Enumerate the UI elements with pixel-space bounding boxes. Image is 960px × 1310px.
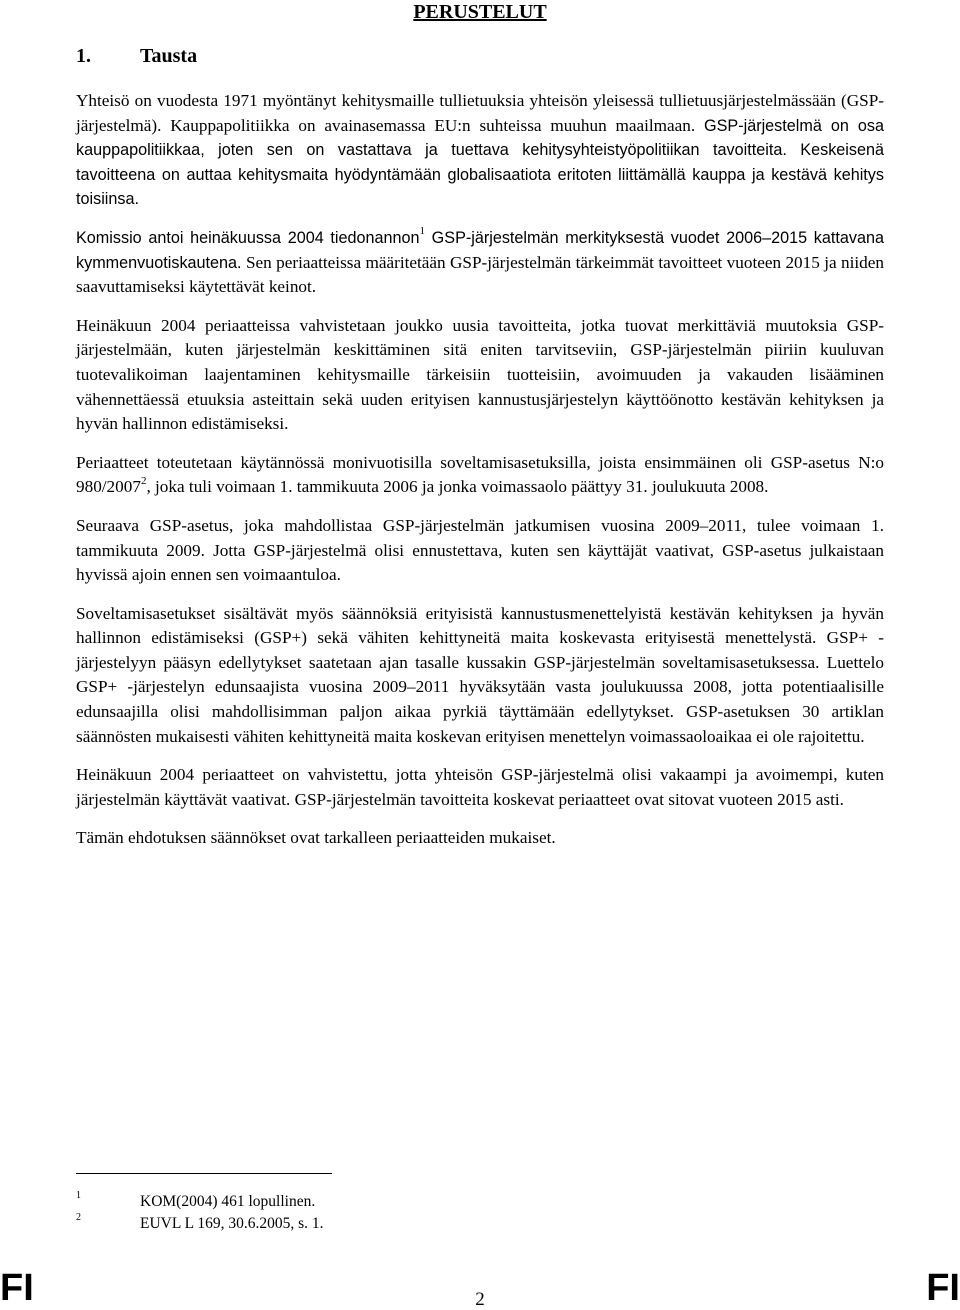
paragraph-6 xyxy=(76,602,884,750)
paragraph-text: GSP-järjestelmä on osa kauppapolitiikkaa, joten sen on vastattava ja tuettava kehitysyhteistyöpolitiikan tavoitteita. Keskeisenä tavoitteena on auttaa kehitysmaita hyödyntämään globalisaatiota eritoten liittämällä kauppa ja kestävä kehitys toisiinsa. xyxy=(76,116,884,209)
footnote-text: EUVL L 169, 30.6.2005, s. 1. xyxy=(140,1215,324,1232)
footnote-number: 2 xyxy=(76,1212,81,1223)
paragraph-3 xyxy=(76,314,884,437)
footnote-reference: 2 xyxy=(140,474,147,487)
footnotes xyxy=(76,1191,776,1235)
section-number: 1. xyxy=(76,45,91,67)
page-number: 2 xyxy=(475,1289,485,1310)
paragraph-1 xyxy=(76,89,884,212)
paragraph-2 xyxy=(76,226,884,300)
paragraph-5 xyxy=(76,514,884,588)
paragraph-text: Sen periaatteissa määritetään GSP-järjestelmän tärkeimmät tavoitteet vuoteen 2015 ja niiden saavuttamiseksi käytettävät keinot. xyxy=(76,252,884,297)
footnote-1 xyxy=(76,1191,776,1213)
footnote-number: 1 xyxy=(76,1190,81,1201)
paragraph-7 xyxy=(76,763,884,812)
paragraph-text: Tämän ehdotuksen säännökset ovat tarkalleen periaatteiden mukaiset. xyxy=(76,828,556,848)
footnote-text: KOM(2004) 461 lopullinen. xyxy=(140,1193,316,1210)
paragraph-text: Heinäkuun 2004 periaatteissa vahvistetaan joukko uusia tavoitteita, jotka tuovat merkittäviä muutoksia GSP-järjestelmään, kuten järjestelmän keskittäminen sitä eniten tarvitseviin, GSP-järjestelmän piiriin kuuluvan tuotevalikoiman laajentaminen kehitysmaille tärkeisiin tuotteisiin, avoimuuden ja vakauden lisääminen vähennettäessä etuuksia asteittain sekä uuden erityisen kannustusjärjestelyn käyttöönotto kestävän kehityksen ja hyvän hallinnon edistämiseksi. xyxy=(76,315,884,434)
paragraph-text: , joka tuli voimaan 1. tammikuuta 2006 ja jonka voimassaolo päättyy 31. joulukuuta 2008. xyxy=(146,477,769,497)
paragraph-text: GSP-järjestelmän merkityksestä vuodet 2006–2015 kattavana kymmenvuotiskautena. xyxy=(76,228,884,272)
paragraph-8 xyxy=(76,826,884,851)
paragraph-text: Soveltamisasetukset sisältävät myös säännöksiä erityisistä kannustusmenettelyistä kestävän kehityksen ja hyvän hallinnon edistämiseksi (GSP+) sekä vähiten kehittyneitä maita koskevasta erityisestä menettelystä. GSP+ -järjestelyyn pääsyn edellytykset saatetaan ajan tasalle kussakin GSP-järjestelmän soveltamisasetuksessa. Luettelo GSP+ -järjestelyn edunsaajista vuosina 2009–2011 hyväksytään vasta joulukuussa 2008, jotta potentiaalisille edunsaajilla olisi mahdollisimman paljon aikaa pyrkiä täyttämään edellytykset. GSP-asetuksen 30 artiklan säännösten mukaisesti vähiten kehittyneitä maita koskevan erityisen menettelyn voimassaoloaikaa ei ole rajoitettu. xyxy=(76,603,884,746)
paragraph-text: Seuraava GSP-asetus, joka mahdollistaa GSP-järjestelmän jatkumisen vuosina 2009–2011, tulee voimaan 1. tammikuuta 2009. Jotta GSP-järjestelmä olisi ennustettava, kuten sen käyttäjät vaativat, GSP-asetus julkaistaan hyvissä ajoin ennen sen voimaantuloa. xyxy=(76,515,884,585)
paragraph-text: Komissio antoi heinäkuussa 2004 tiedonannon xyxy=(76,228,420,247)
section-heading xyxy=(76,44,197,68)
paragraph-text: Yhteisö on vuodesta 1971 myöntänyt kehitysmaille tullietuuksia yhteisön yleisessä tullietuusjärjestelmässään (GSP-järjestelmä). Kauppapolitiikka on avainasemassa EU:n suhteissa muuhun maailmaan. xyxy=(76,91,884,135)
footnote-2 xyxy=(76,1213,776,1235)
paragraph-text: Periaatteet toteutetaan käytännössä monivuotisilla soveltamisasetuksilla, joista ensimmäinen oli GSP-asetus N:o 980/2007 xyxy=(76,452,884,497)
page-title: PERUSTELUT xyxy=(413,1,547,23)
document-body xyxy=(76,89,884,865)
paragraph-4 xyxy=(76,451,884,500)
language-code-left: FI xyxy=(0,1267,34,1309)
footnote-reference: 1 xyxy=(419,225,425,238)
language-code-right: FI xyxy=(926,1267,960,1309)
section-title: Tausta xyxy=(140,45,198,67)
footnote-separator xyxy=(76,1173,332,1174)
paragraph-text: Heinäkuun 2004 periaatteet on vahvistettu, jotta yhteisön GSP-järjestelmä olisi vakaampi ja avoimempi, kuten järjestelmän käyttävät vaativat. GSP-järjestelmän tavoitteita koskevat periaatteet ovat sitovat vuoteen 2015 asti. xyxy=(76,765,884,809)
